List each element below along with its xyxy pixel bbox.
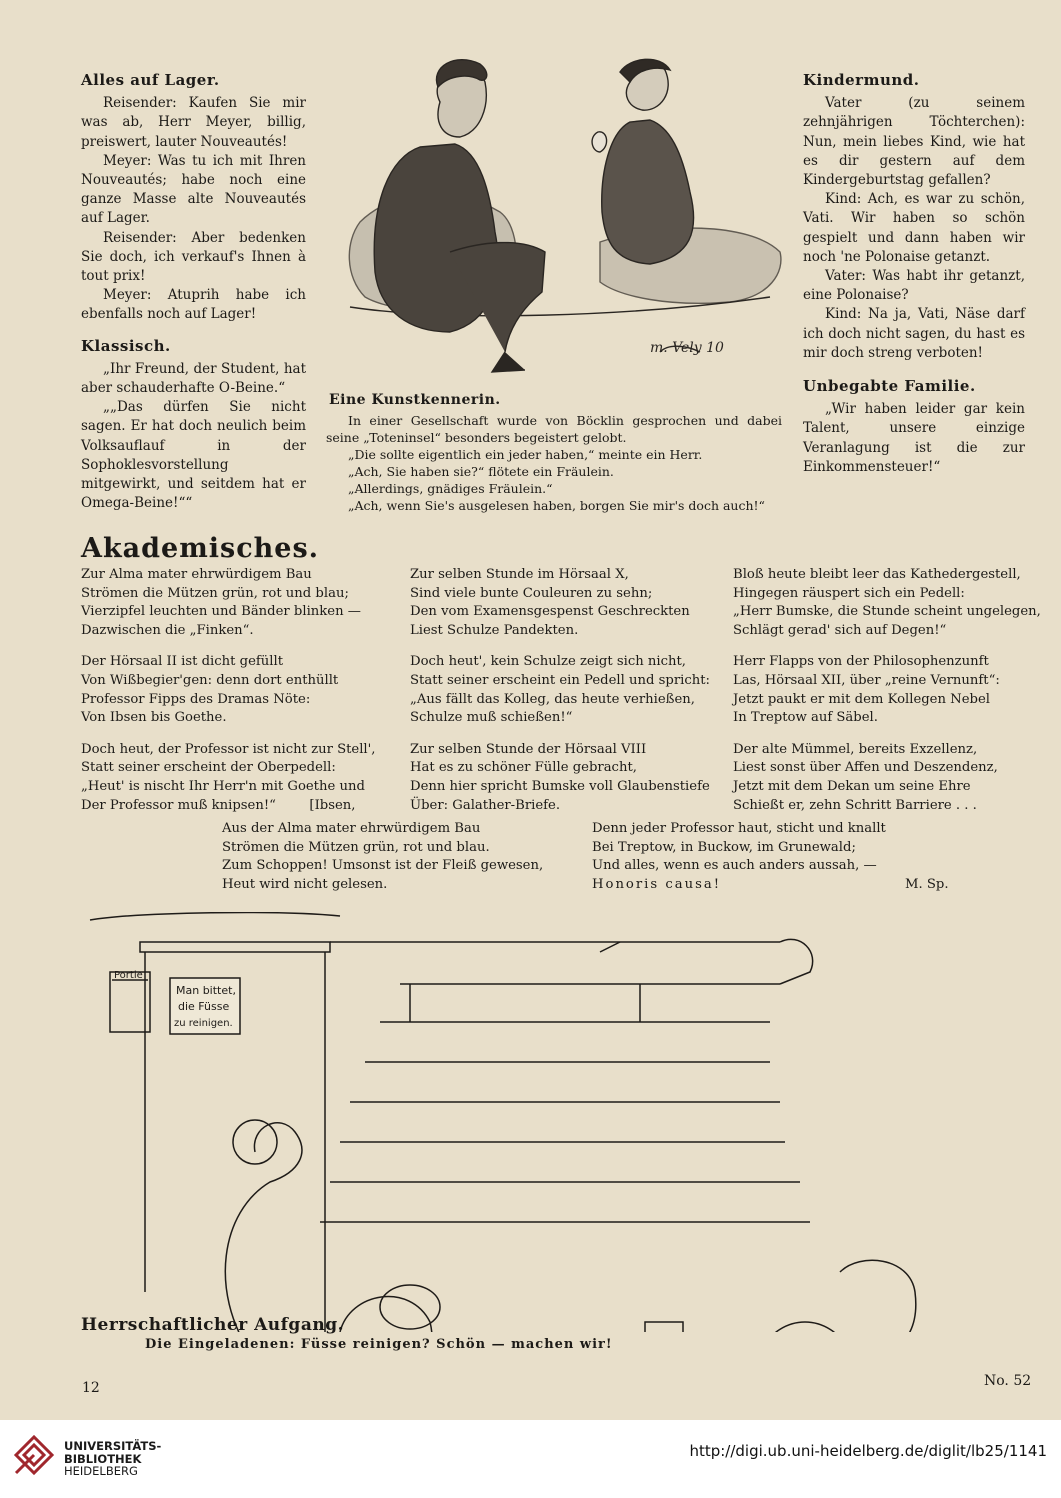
stanza [81,653,375,727]
poem-final-2 [592,820,886,894]
poem-line: Strömen die Mützen grün, rot und blau; [81,585,349,601]
poem-line: Aus der Alma mater ehrwürdigem Bau [222,821,481,836]
poem-line: Las, Hörsaal XII, über „reine Vernunft“: [733,672,1000,688]
poem-author: M. Sp. [905,877,949,892]
stanza [81,741,375,815]
stanza [733,566,1041,640]
poem-line: Zum Schoppen! Umsonst ist der Fleiß gewesen, [222,858,544,874]
left-top-column [81,71,306,513]
poem-column-2 [410,566,710,828]
page-number: 12 [82,1380,100,1396]
cartoon-caption [81,1316,781,1354]
poem-line: Bloß heute bleibt leer das Kathedergestell, [733,567,1021,582]
poem-line: „Heut' is nischt Ihr Herr'n mit Goethe und [81,778,365,794]
poem-column-1 [81,566,375,828]
poem-line: Jetzt mit dem Dekan um seine Ehre [733,778,971,794]
klass-title: Klassisch. [81,336,171,355]
caption-title: Herrschaftlicher Aufgang. [81,1315,345,1335]
kunst-para: In einer Gesellschaft wurde von Böcklin gesprochen und dabei seine „Toteninsel“ besonders begeistert gelobt. [326,413,782,445]
kinder-title: Kindermund. [803,71,920,89]
poem-line: Herr Flapps von der Philosophenzunft [733,654,989,670]
library-logo-text [64,1440,161,1478]
stanza [410,653,710,727]
poem-line: Der Professor muß knipsen!“ [Ibsen, [81,797,356,813]
poem-line: „Herr Bumske, die Stunde scheint ungelegen, [733,604,1041,620]
poem-line: Der alte Mümmel, bereits Exzellenz, [733,741,978,757]
kinder-para: Kind: Ach, es war zu schön, Vati. Wir haben so schön gespielt und dann haben wir noch 'ne Polonaise getanzt. [803,191,1025,265]
alles-para: Meyer: Was tu ich mit Ihren Nouveautés; habe noch eine ganze Masse alte Nouveautés auf Lager. [81,152,306,227]
alles-para: Reisender: Kaufen Sie mir was ab, Herr Meyer, billig, preiswert, lauter Nouveautés! [81,95,306,150]
kunst-para: „Ach, Sie haben sie?“ flötete ein Fräulein. [348,464,614,479]
logo-line: BIBLIOTHEK [64,1451,142,1466]
poem-line: Statt seiner erscheint der Oberpedell: [81,760,336,776]
kunst-para: „Allerdings, gnädiges Fräulein.“ [348,481,553,496]
kunst-para: „Die sollte eigentlich ein jeder haben,“ meinte ein Herr. [348,447,703,462]
staircase-cartoon [80,912,1040,1332]
stanza [733,653,1041,727]
kunst-title: Eine Kunstkennerin. [329,392,501,408]
couple-illustration [330,52,790,388]
artist-signature: m. Vely 10 [650,340,724,356]
alles-para: Reisender: Aber bedenken Sie doch, ich verkauf's Ihnen à tout prix! [81,229,306,285]
poem-line: Hat es zu schöner Fülle gebracht, [410,760,637,776]
logo-line: UNIVERSITÄTS- [64,1439,162,1453]
poem-final-1 [222,820,543,894]
poem-line: Strömen die Mützen grün, rot und blau. [222,839,490,855]
poem-line: Von Wißbegier'gen: denn dort enthüllt [81,672,339,688]
poem-line: Heut wird nicht gelesen. [222,876,388,892]
sign-line: Man bittet, [176,984,236,997]
poem-line: Professor Fipps des Dramas Nöte: [81,691,311,707]
poem-line: Sind viele bunte Couleuren zu sehn; [410,585,653,601]
portier-label: Portie [114,970,143,981]
poem-line: Über: Galather-Briefe. [410,797,561,813]
klass-para: „Ihr Freund, der Student, hat aber schauderhafte O-Beine.“ [81,360,306,397]
poem-line: Jetzt paukt er mit dem Kollegen Nebel [733,691,990,707]
poem-line: Den vom Examensgespenst Geschreckten [410,604,690,620]
poem-line: Vierzipfel leuchten und Bänder blinken — [81,604,361,620]
poem-line: Zur selben Stunde im Hörsaal X, [410,567,629,582]
poem-line: Und alles, wenn es auch anders aussah, — [592,858,877,874]
wash-feet-sign [170,978,240,1034]
caption-subtitle: Die Eingeladenen: Füsse reinigen? Schön — machen wir! [145,1337,613,1353]
alles-title: Alles auf Lager. [81,71,220,89]
kinder-para: Vater: Was habt ihr getanzt, eine Polonaise? [803,268,1025,304]
poem-column-3 [733,566,1041,828]
unbeg-title: Unbegabte Familie. [803,377,976,396]
poem-line: Denn hier spricht Bumske voll Glaubenstiefe [410,778,710,794]
klass-para: „„Das dürfen Sie nicht sagen. Er hat doch neulich beim Volksauflauf in der Sophoklesvorstellung mitgewirkt, und seitdem hat er Omega-Beine!““ [81,399,306,512]
logo-line: HEIDELBERG [64,1464,138,1478]
poem-line: Honoris causa! [592,876,722,892]
poem-line: Schlägt gerad' sich auf Degen!“ [733,622,947,638]
poem-line: Bei Treptow, in Buckow, im Grunewald; [592,839,856,855]
poem-line: „Aus fällt das Kolleg, das heute verhießen, [410,691,695,707]
poem-line: Schießt er, zehn Schritt Barriere . . . [733,797,977,813]
poem-line: Doch heut, der Professor ist nicht zur Stell', [81,741,376,757]
poem-line: Zur selben Stunde der Hörsaal VIII [410,741,647,757]
poem-line: Denn jeder Professor haut, sticht und knallt [592,821,886,836]
poem-line: Hingegen räuspert sich ein Pedell: [733,585,965,601]
poem-line: Doch heut', kein Schulze zeigt sich nicht, [410,654,686,670]
poem-line: Von Ibsen bis Goethe. [81,710,227,726]
poem-line: Der Hörsaal II ist dicht gefüllt [81,654,283,670]
poem-line: Schulze muß schießen!“ [410,710,573,726]
stanza [81,566,375,640]
unbeg-para: „Wir haben leider gar kein Talent, unsere einzige Veranlagung ist die zur Einkommensteuer!“ [803,401,1025,475]
sign-line: zu reinigen. [174,1018,233,1029]
stanza [410,566,710,640]
sign-line: die Füsse [178,1000,230,1013]
alles-para: Meyer: Atuprih habe ich ebenfalls noch auf Lager! [81,287,306,323]
poem-line: Statt seiner erscheint ein Pedell und spricht: [410,672,710,688]
poem-line: In Treptow auf Säbel. [733,710,878,726]
kunst-para: „Ach, wenn Sie's ausgelesen haben, borgen Sie mir's doch auch!“ [348,498,765,513]
kinder-para: Vater (zu seinem zehnjährigen Töchterchen): Nun, mein liebes Kind, wie hat es dir gestern auf dem Kindergeburtstag gefallen? [803,95,1025,189]
poem-line: Zur Alma mater ehrwürdigem Bau [81,567,312,582]
source-url-link[interactable]: http://digi.ub.uni-heidelberg.de/diglit/lb25/1141 [689,1442,1047,1460]
kinder-para: Kind: Na ja, Vati, Näse darf ich doch nicht sagen, du hast es mir doch streng verboten! [803,306,1025,361]
right-top-column [803,71,1025,477]
poem-line: Liest Schulze Pandekten. [410,622,579,638]
poem-line: Liest sonst über Affen und Deszendenz, [733,760,998,776]
stanza [410,741,710,815]
stanza [733,741,1041,815]
issue-number: No. 52 [984,1373,1032,1389]
heidelberg-logo-icon [12,1433,58,1477]
poem-title: Akademisches. [81,533,320,564]
poem-line: Dazwischen die „Finken“. [81,622,254,638]
center-story [326,392,782,514]
